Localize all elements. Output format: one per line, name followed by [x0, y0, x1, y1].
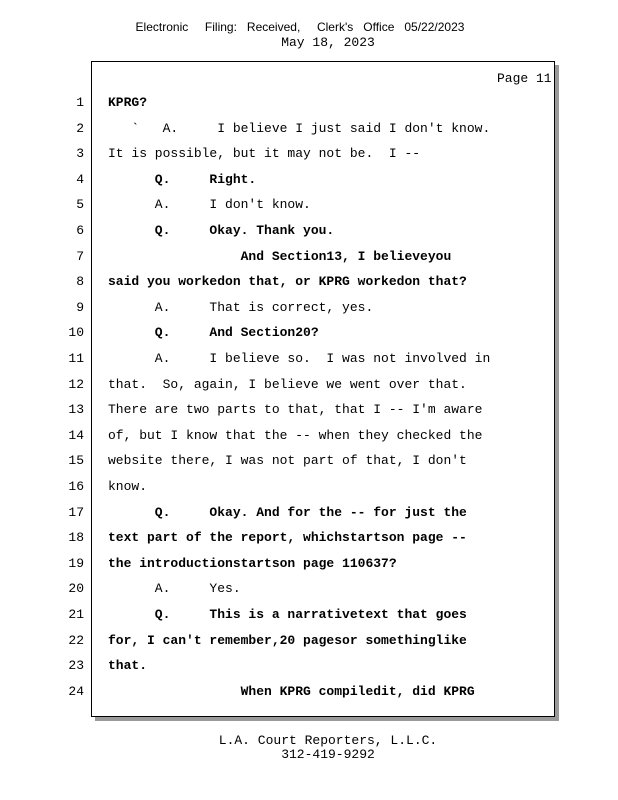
line-number: 5: [76, 197, 84, 212]
line-number: 2: [76, 121, 84, 136]
line-number: 23: [68, 658, 84, 673]
line-number: 4: [76, 172, 84, 187]
transcript-line: that. So, again, I believe we went over that.: [108, 377, 467, 392]
line-number: 13: [68, 402, 84, 417]
line-number: 6: [76, 223, 84, 238]
page-number: Page 11: [497, 71, 552, 86]
footer-company: L.A. Court Reporters, L.L.C.: [218, 733, 438, 748]
footer-phone: 312-419-9292: [281, 747, 375, 762]
transcript-line: Q. Okay. Thank you.: [108, 223, 335, 238]
line-number: 21: [68, 607, 84, 622]
transcript-line: the introductionstartson page 110637?: [108, 556, 397, 571]
line-number: 11: [68, 351, 84, 366]
deposition-date: May 18, 2023: [281, 35, 375, 50]
line-number: 19: [68, 556, 84, 571]
transcript-line: said you workedon that, or KPRG workedon that?: [108, 274, 467, 289]
transcript-line: Q. And Section20?: [108, 325, 319, 340]
line-number: 10: [68, 325, 84, 340]
line-number: 17: [68, 505, 84, 520]
line-number: 1: [76, 95, 84, 110]
transcript-line: It is possible, but it may not be. I --: [108, 146, 421, 161]
transcript-line: know.: [108, 479, 148, 494]
line-number: 7: [76, 249, 84, 264]
transcript-line: There are two parts to that, that I -- I'm aware: [108, 402, 483, 417]
transcript-line: that.: [108, 658, 148, 673]
transcript-line: of, but I know that the -- when they checked the: [108, 428, 483, 443]
line-number: 20: [68, 581, 84, 596]
line-number: 14: [68, 428, 84, 443]
transcript-line: Q. Right.: [108, 172, 257, 187]
transcript-line: website there, I was not part of that, I don't: [108, 453, 467, 468]
line-number: 3: [76, 146, 84, 161]
line-number: 15: [68, 453, 84, 468]
transcript-line: KPRG?: [108, 95, 148, 110]
transcript-line: ` A. I believe I just said I don't know.: [108, 121, 491, 136]
transcript-line: Q. This is a narrativetext that goes: [108, 607, 467, 622]
transcript-line: And Section13, I believeyou: [108, 249, 452, 264]
transcript-line: A. That is correct, yes.: [108, 300, 374, 315]
line-number: 8: [76, 274, 84, 289]
line-number: 12: [68, 377, 84, 392]
line-number: 16: [68, 479, 84, 494]
transcript-line: for, I can't remember,20 pagesor somethinglike: [108, 633, 467, 648]
line-number: 24: [68, 684, 84, 699]
transcript-line: text part of the report, whichstartson page --: [108, 530, 467, 545]
transcript-line: A. I don't know.: [108, 197, 311, 212]
transcript-line: When KPRG compiledit, did KPRG: [108, 684, 475, 699]
transcript-line: A. Yes.: [108, 581, 241, 596]
line-number: 22: [68, 633, 84, 648]
line-number: 9: [76, 300, 84, 315]
line-number: 18: [68, 530, 84, 545]
transcript-line: Q. Okay. And for the -- for just the: [108, 505, 467, 520]
filing-stamp: Electronic Filing: Received, Clerk's Office 05/22/2023: [135, 20, 465, 34]
transcript-line: A. I believe so. I was not involved in: [108, 351, 491, 366]
